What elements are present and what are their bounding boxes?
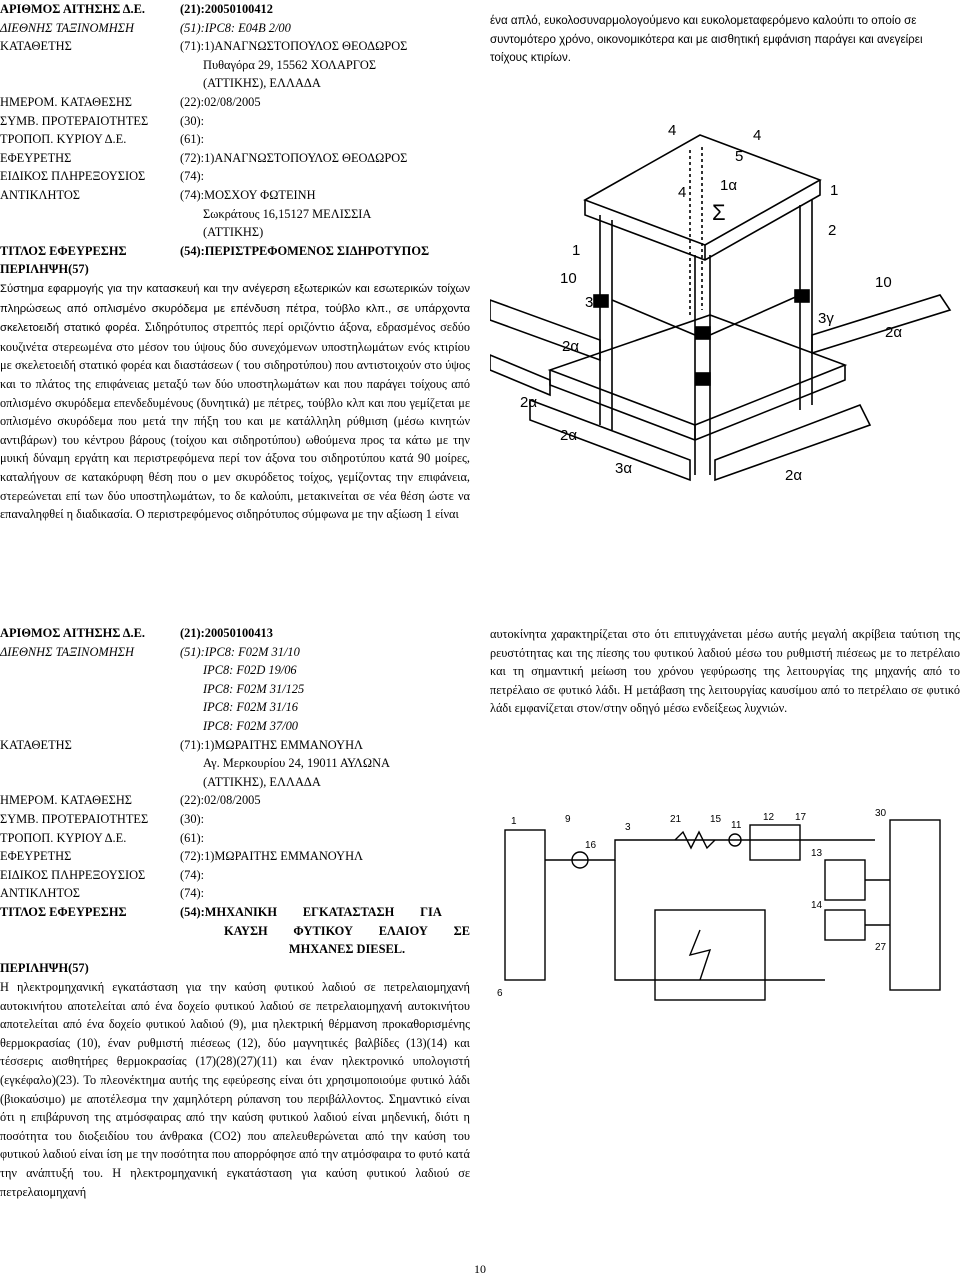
abstract-heading: ΠΕΡΙΛΗΨΗ(57) xyxy=(0,961,89,975)
field-code: (51): xyxy=(180,644,205,659)
drawing-label: 2α xyxy=(885,324,903,341)
diagram-label: 17 xyxy=(795,812,807,823)
field-code: (30): xyxy=(180,812,205,826)
field-value: IPC8: F02M 31/10 xyxy=(204,644,300,659)
record1-row xyxy=(203,74,321,93)
hinge-block xyxy=(795,290,809,302)
record2-row xyxy=(0,884,204,903)
drawing-label: Σ xyxy=(712,200,726,225)
abstract-heading: ΠΕΡΙΛΗΨΗ(57) xyxy=(0,262,89,277)
field-label: ΚΑΤΑΘΕΤΗΣ xyxy=(0,39,72,54)
abstract-text: Η ηλεκτρομηχανική εγκατάσταση για την καύση φυτικού λαδιού σε πετρελαιομηχανή αυτοκινήτου αποτελείται από ένα δοχείο φυτικού λαδιού σε πετρελαιομηχανή αυτοκινήτου αποτελείται από ένα δοχείο φυτικού λαδιού (9), μια ηλεκτρική θέρμανση προκαθορισμένης θερμοκρασίας (10), έναν ρυθμιστή πιέσεως (12), δύο μαγνητικές βαλβίδες (13)(14) και τέσσερις αισθητήρες θερμοκρασίας (17)(28)(27)(11) και έναν ηλεκτρονικό υπολογιστή (εγκέφαλο)(23). Το πλεονέκτημα αυτής της εφεύρεσης είναι ότι χρησιμοποιούμε φυτικό λάδι (βιοκαύσιμο) με αποτέλεσμα την χαμηλότερη ρύπανση του περιβάλλοντος. Σημαντικό είναι ότι η επιβάρυνση της ατμόσφαιρας από την καύση φυτικού λαδιού είναι μηδενική, διότι η ποσότητα του διοξειδίου του άνθρακα (CO2) που απελευθερώνεται από την καύση του φυτικού λαδιού είναι ίση με την ποσότητα που απορρόφησε από την ατμόσφαιρα το φυτό κατά την ανάπτυξή του. Η ηλεκτρομηχανική εγκατάσταση για καύση φυτικού λαδιού σε πετρελαιομηχανή xyxy=(0,980,470,1199)
field-label: ΚΑΤΑΘΕΤΗΣ xyxy=(0,737,72,752)
page-number: 10 xyxy=(474,1262,486,1276)
drawing-label: 3δ xyxy=(585,294,602,311)
drawing-label: 1α xyxy=(720,177,738,194)
valve-block xyxy=(825,860,865,900)
field-label: ΗΜΕΡΟΜ. ΚΑΤΑΘΕΣΗΣ xyxy=(0,95,133,109)
field-code: (54): xyxy=(180,905,205,919)
record2-row xyxy=(203,773,321,792)
record-2-fields xyxy=(0,624,480,964)
hinge-block xyxy=(696,327,710,339)
record2-row xyxy=(0,829,204,848)
record2-row xyxy=(203,680,304,699)
field-code: (30): xyxy=(180,113,205,128)
drawing-label: 2 xyxy=(828,222,837,239)
record2-row xyxy=(0,866,204,885)
field-label: ΕΙΔΙΚΟΣ ΠΛΗΡΕΞΟΥΣΙΟΣ xyxy=(0,169,146,184)
panel-left xyxy=(490,300,600,360)
field-value: ΜΟΣΧΟΥ ΦΩΤΕΙΝΗ xyxy=(204,188,316,202)
record2-row xyxy=(0,736,363,755)
record2-row xyxy=(0,624,273,643)
drawing-label: 4 xyxy=(678,184,687,201)
field-code: (74): xyxy=(180,867,205,882)
field-code: (74): xyxy=(180,169,205,184)
field-label: ΕΦΕΥΡΕΤΗΣ xyxy=(0,849,72,864)
lightning-icon xyxy=(690,930,710,980)
field-code: (74): xyxy=(180,886,205,901)
field-label: ΕΙΔΙΚΟΣ ΠΛΗΡΕΞΟΥΣΙΟΣ xyxy=(0,867,146,882)
drawing-label: 4 xyxy=(668,122,677,139)
record1-row xyxy=(0,112,204,131)
diagram-label: 1 xyxy=(511,816,517,827)
pressure-regulator xyxy=(750,825,800,860)
drawing-label: 5 xyxy=(735,148,744,165)
diagram-label: 14 xyxy=(811,900,823,911)
record1-row xyxy=(203,56,376,75)
diagram-label: 15 xyxy=(710,814,722,825)
record2-row xyxy=(203,717,298,736)
installation-diagram xyxy=(495,800,955,1010)
field-label: ΑΝΤΙΚΛΗΤΟΣ xyxy=(0,188,80,202)
record1-row xyxy=(0,242,429,261)
field-label: ΗΜΕΡΟΜ. ΚΑΤΑΘΕΣΗΣ xyxy=(0,793,133,808)
field-code: (71): xyxy=(180,39,205,54)
field-value: 20050100412 xyxy=(204,2,273,16)
field-label: ΔΙΕΘΝΗΣ ΤΑΞΙΝΟΜΗΣΗ xyxy=(0,644,134,659)
column-front-left xyxy=(600,215,612,430)
field-value: (ΑΤΤΙΚΗΣ) xyxy=(203,225,264,240)
panel-far-left xyxy=(490,355,550,395)
record2-row xyxy=(203,754,390,773)
field-value: Σωκράτους 16,15127 ΜΕΛΙΣΣΙΑ xyxy=(203,206,372,221)
diagram-label: 9 xyxy=(565,814,571,825)
drawing-label: 10 xyxy=(875,274,892,291)
field-value: 20050100413 xyxy=(204,626,273,640)
diagram-label: 12 xyxy=(763,812,775,823)
diagram-label: 11 xyxy=(731,820,742,831)
diagram-label: 3 xyxy=(625,822,631,833)
record1-row xyxy=(0,130,204,149)
record-2-abstract xyxy=(0,978,470,1201)
engine-block xyxy=(655,910,765,1000)
field-value: ΠΕΡΙΣΤΡΕΦΟΜΕΝΟΣ ΣΙΔΗΡΟΤΥΠΟΣ xyxy=(204,243,430,258)
drawing-label: 2α xyxy=(520,394,538,411)
diagram-label: 30 xyxy=(875,808,887,819)
field-code: (54): xyxy=(180,243,205,258)
field-value: IPC8: F02M 31/16 xyxy=(203,700,298,715)
diagram-label: 16 xyxy=(585,840,597,851)
column-back-left xyxy=(690,147,702,315)
field-label: ΤΡΟΠΟΠ. ΚΥΡΙΟΥ Δ.Ε. xyxy=(0,132,127,147)
record2-row xyxy=(0,791,261,810)
field-value: IPC8: F02M 31/125 xyxy=(203,681,305,696)
field-code: (61): xyxy=(180,132,205,147)
record2-row xyxy=(203,661,297,680)
record-1-continuation xyxy=(490,12,960,68)
abstract-text: Σιδηρότυπος στρεπτός περί οριζόντιο άξονα, εδρασμένος σεδύο κουζινέτα στερεωμένα στο μέσον του ύψους δύο συνεχόμενων υποστηλωμάτων ενός κτιρίου με σκελετοειδή στατικό φορέα και διαστάσεων ( του σιδηροτύπου) που αντιστοιχούν στο ύψος και το πλάτος της επιφάνειας μεταξύ των δύο υποστηλωμάτων και που παράγει τοίχους από οπλισμένο σκυρόδεμα επενδεδυμένους (δυνητικά) με πέτρες, τούβλο κλπ και που γεμίζεται με οπλισμένο σκυρόδεμα που μετά την πήξη του και με κατάλληλη ρύθμιση (μέσω κινητών αντιβάρων) του κέντρου βάρους (τοίχου και σιδηροτύπου) ωθούμενα προς τα κάτω με την μυική δύναμη εργάτη και περιστρεφόμενα περί τον άξονα του σιδηροτύπου κατά 90 μοίρες, καταλήγουν σε κατακόρυφη θέση που ο μεν σκυρόδετος τοίχος, γεμίζοντας την επιφάνεια, στερεώνεται επί των δύο υποστηλωμάτων, το δε καλούπι, μετακινείται σε νέα θέση ώστε να επαναληφθεί η διαδικασία. Ο περιστρεφόμενος σιδηρότυπος σύμφωνα με την αξίωση 1 είναι xyxy=(0,320,471,522)
diagram-label: 27 xyxy=(875,942,887,953)
field-code: (21): xyxy=(180,626,205,640)
record2-row xyxy=(0,847,363,866)
field-value: IPC8: F02D 19/06 xyxy=(203,663,297,678)
field-label: ΣΥΜΒ. ΠΡΟΤΕΡΑΙΟΤΗΤΕΣ xyxy=(0,812,149,826)
diagram-label: 13 xyxy=(811,848,823,859)
drawing-label: 10 xyxy=(560,270,577,287)
field-code: (51): xyxy=(180,20,205,35)
diagram-label: 21 xyxy=(670,814,682,825)
record2-row xyxy=(203,698,298,717)
record1-row xyxy=(0,149,407,168)
drawing-label: 1 xyxy=(830,182,839,199)
field-value: Πυθαγόρα 29, 15562 ΧΟΛΑΡΓΟΣ xyxy=(203,57,377,72)
field-value: (ΑΤΤΙΚΗΣ), ΕΛΛΑΔΑ xyxy=(203,774,321,789)
field-value: ΜΗΧΑΝΙΚΗ ΕΓΚΑΤΑΣΤΑΣΗ ΓΙΑ xyxy=(204,905,442,919)
field-value: (ΑΤΤΙΚΗΣ), ΕΛΛΑΔΑ xyxy=(203,76,321,91)
field-value: 1)ΜΩΡΑΙΤΗΣ ΕΜΜΑΝΟΥΗΛ xyxy=(204,849,364,864)
record2-title-row xyxy=(0,903,442,922)
record1-row xyxy=(0,186,316,205)
field-value: ΜΗΧΑΝΕΣ DIESEL. xyxy=(288,942,406,957)
field-label: ΑΡΙΘΜΟΣ ΑΙΤΗΣΗΣ Δ.Ε. xyxy=(0,2,145,16)
field-label: ΤΡΟΠΟΠ. ΚΥΡΙΟΥ Δ.Ε. xyxy=(0,830,127,845)
drawing-label: 2α xyxy=(785,467,803,484)
continuation-text: ένα απλό, ευκολοσυναρμολογούμενο και ευκολομεταφερόμενο καλούπι το οποίο σε συντομότερο χρόνο, οικονομικότερα και με αισθητική εμφάνιση παράγει και ανεγείρει τοίχους κτιρίων. xyxy=(490,14,923,65)
record1-row xyxy=(203,205,371,224)
record1-row xyxy=(0,93,261,112)
field-code: (61): xyxy=(180,830,205,845)
field-code: (71): xyxy=(180,737,205,752)
field-code: (22): xyxy=(180,793,205,808)
field-code: (74): xyxy=(180,188,205,202)
field-value: 1)ΜΩΡΑΙΤΗΣ ΕΜΜΑΝΟΥΗΛ xyxy=(204,737,364,752)
field-label: ΤΙΤΛΟΣ ΕΦΕΥΡΕΣΗΣ xyxy=(0,243,127,258)
fuel-tank xyxy=(505,830,545,980)
drawing-label: 2α xyxy=(562,338,580,355)
record-2-continuation xyxy=(490,625,960,718)
field-label: ΑΡΙΘΜΟΣ ΑΙΤΗΣΗΣ Δ.Ε. xyxy=(0,626,145,640)
drawing-label: 1 xyxy=(572,242,581,259)
record1-row xyxy=(0,37,407,56)
field-value: ΚΑΥΣΗ ΦΥΤΙΚΟΥ ΕΛΑΙΟΥ ΣΕ xyxy=(224,923,470,938)
field-value: 02/08/2005 xyxy=(204,95,261,109)
field-value: 1)ΑΝΑΓΝΩΣΤΟΠΟΥΛΟΣ ΘΕΟΔΩΡΟΣ xyxy=(204,150,408,165)
return-line xyxy=(615,860,825,980)
record2-row xyxy=(0,810,204,829)
record-1-fields xyxy=(0,0,480,290)
field-code: (21): xyxy=(180,2,205,16)
field-label: ΣΥΜΒ. ΠΡΟΤΕΡΑΙΟΤΗΤΕΣ xyxy=(0,113,149,128)
field-value: IPC8: E04B 2/00 xyxy=(204,20,291,35)
field-value: IPC8: F02M 37/00 xyxy=(203,719,298,733)
field-code: (72): xyxy=(180,849,205,864)
drawing-label: 3γ xyxy=(818,310,834,327)
field-value: 1)ΑΝΑΓΝΩΣΤΟΠΟΥΛΟΣ ΘΕΟΔΩΡΟΣ xyxy=(204,39,408,54)
control-wire xyxy=(865,880,890,925)
valve-block xyxy=(825,910,865,940)
record-1-abstract xyxy=(0,279,470,524)
record1-row xyxy=(0,19,291,38)
record2-row xyxy=(0,643,300,662)
hinge-block xyxy=(696,373,710,385)
field-value: 02/08/2005 xyxy=(204,793,261,808)
field-code: (22): xyxy=(180,95,205,109)
diagram-label: 6 xyxy=(497,988,503,999)
field-label: ΑΝΤΙΚΛΗΤΟΣ xyxy=(0,886,80,901)
formwork-drawing xyxy=(490,95,960,515)
field-label: ΤΙΤΛΟΣ ΕΦΕΥΡΕΣΗΣ xyxy=(0,905,127,919)
field-label: ΕΦΕΥΡΕΤΗΣ xyxy=(0,150,72,165)
record1-row xyxy=(0,0,273,19)
control-unit xyxy=(890,820,940,990)
field-code: (72): xyxy=(180,150,205,165)
drawing-label: 3α xyxy=(615,460,633,477)
drawing-label: 2α xyxy=(560,427,578,444)
panel-bottom-left xyxy=(530,400,690,480)
drawing-label: 4 xyxy=(753,127,762,144)
field-label: ΔΙΕΘΝΗΣ ΤΑΞΙΝΟΜΗΣΗ xyxy=(0,20,134,35)
record1-row xyxy=(0,167,204,186)
continuation-text: αυτοκίνητα χαρακτηρίζεται στο ότι επιτυγχάνεται μέσω αυτής μεγαλή ακρίβεια ταύτιση της ρευστότητας και της πίεσης του φυτικού λαδιού μέσω του ρυθμιστή πιέσεως με το πετρέλαιο και τη σημαντική μείωση του χρόνου γεφύρωσης της λειτουργίας της μηχανής από το πετρέλαιο σε φυτικό λάδι. Η μετάβαση της λειτουργίας καυσίμου από το πετρέλαιο σε φυτικό λάδι εμφανίζεται στον/στην οδηγό μέσω ενδείξεως λυχνιών. xyxy=(490,627,960,716)
abstract-text: Σύστημα εφαρμογής για την κατασκευή και την ανέγερση εξωτερικών και εσωτερικών τοίχων πληρώσεως από οπλισμένο σκυρόδεμα με επένδυση πέτρα, τούβλο κλπ., σε υπάρχοντα σκελετοειδή στατικό φορέα. xyxy=(0,283,470,335)
record1-row xyxy=(203,223,263,242)
field-value: Αγ. Μερκουρίου 24, 19011 ΑΥΛΩΝΑ xyxy=(203,756,390,771)
